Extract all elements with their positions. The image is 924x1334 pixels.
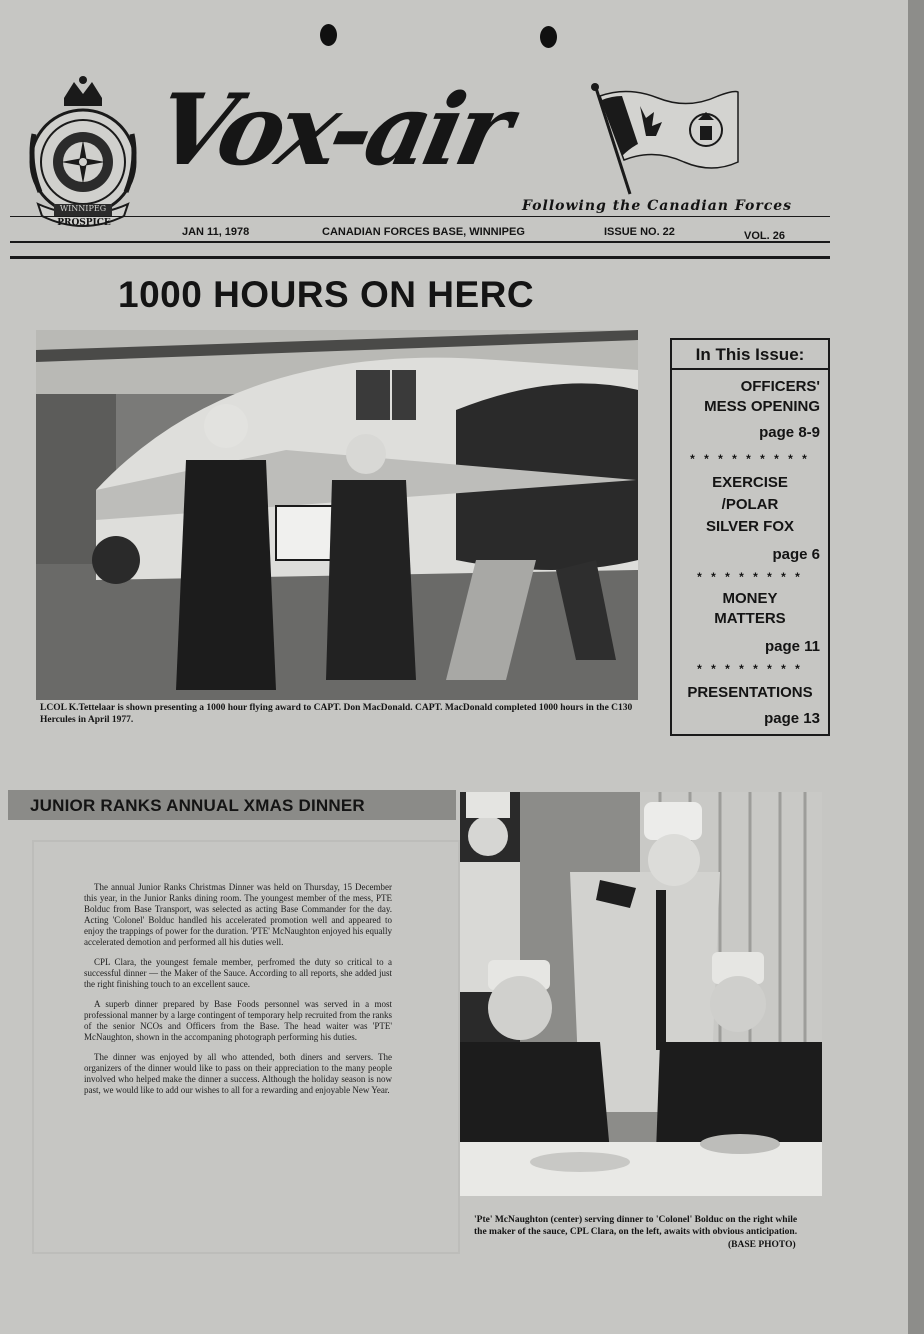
toc-page-exercise: page 6 <box>772 546 820 563</box>
article-paragraph: CPL Clara, the youngest female member, perfromed the duty so critical to a successful dinner — the Maker of the Sauce. According to all reports, she added just the right finishing touch to an excellent sauce. <box>84 957 392 989</box>
lead-photo-caption: LCOL K.Tettelaar is shown presenting a 1000 hour flying award to CAPT. Don MacDonald. CAPT. MacDonald completed 1000 hours in the C130 Hercules in April 1977. <box>40 703 633 725</box>
issue-number: ISSUE NO. 22 <box>604 226 675 238</box>
crest-motto-text: PROSPICE <box>57 218 111 228</box>
xmas-photo-caption: 'Pte' McNaughton (center) serving dinner to 'Colonel' Bolduc on the right while the maker of the sauce, CPL Clara, on the left, awaits with obvious anticipation. <box>474 1215 798 1237</box>
toc-item-presentations: PRESENTATIONS <box>687 684 813 701</box>
xmas-article <box>84 882 392 1105</box>
masthead-tagline: Following the Canadian Forces <box>522 198 793 214</box>
toc-page-presentations: page 13 <box>764 710 820 727</box>
lead-headline: 1000 HOURS ON HERC <box>118 274 535 315</box>
punch-hole-left <box>320 24 337 46</box>
punch-hole-right <box>540 26 557 48</box>
toc-item-exercise-line2: /POLAR <box>721 496 779 513</box>
issue-date: JAN 11, 1978 <box>182 226 250 238</box>
article-paragraph: The annual Junior Ranks Christmas Dinner was held on Thursday, 15 December this year, in the Junior Ranks dining room. The youngest member of the mess, PTE Bolduc from Base Transport, was selected as acting Base Commander for the day. Acting 'Colonel' Bolduc handled his accelerated promotion well and appeared to enjoy the trappings of power for the duration. 'PTE' McNaughton enjoyed his equally accelerated demotion and performed all his duties well. <box>84 882 392 947</box>
xmas-dinner-photo <box>460 792 822 1196</box>
toc-separator: * * * * * * * * <box>697 662 803 676</box>
in-this-issue-heading: In This Issue: <box>672 340 828 370</box>
xmas-section-heading: JUNIOR RANKS ANNUAL XMAS DINNER <box>8 790 456 820</box>
toc-item-exercise-line1: EXERCISE <box>712 474 788 491</box>
masthead-rule-bottom <box>10 256 830 259</box>
in-this-issue-box <box>670 338 830 736</box>
photo-credit: (BASE PHOTO) <box>728 1240 796 1250</box>
toc-item-officers-mess-line2: MESS OPENING <box>704 398 820 415</box>
toc-item-exercise-line3: SILVER FOX <box>705 518 795 535</box>
masthead-rule-mid <box>10 241 830 243</box>
toc-item-officers-mess-line1: OFFICERS' <box>740 378 820 395</box>
toc-item-money-line1: MONEY <box>722 590 778 607</box>
issue-volume: VOL. 26 <box>744 230 785 242</box>
masthead-rule-top <box>10 216 830 217</box>
article-paragraph: A superb dinner prepared by Base Foods personnel was served in a most professional manner by a large contingent of temporary help recruited from the ranks of the senior NCOs and Officers from the Base. The head waiter was 'PTE' McNaughton, shown in the accompaning photograph performing his duties. <box>84 999 392 1042</box>
hercules-award-photo <box>36 330 638 700</box>
toc-item-money-line2: MATTERS <box>714 610 786 627</box>
toc-separator: * * * * * * * * <box>697 570 803 584</box>
issue-location: CANADIAN FORCES BASE, WINNIPEG <box>322 226 525 238</box>
crest-ribbon-text: WINNIPEG <box>59 204 107 213</box>
page-edge <box>908 0 924 1334</box>
toc-page-officers-mess: page 8-9 <box>759 424 820 441</box>
masthead-title: Vox-air <box>145 73 518 188</box>
toc-separator: * * * * * * * * * <box>690 452 810 466</box>
canadian-flag-icon <box>588 82 748 198</box>
toc-page-money: page 11 <box>764 638 820 655</box>
article-paragraph: The dinner was enjoyed by all who attended, both diners and servers. The organizers of the dinner would like to pass on their appreciation to the many people involved who helped make the dinner a success. Although the holiday season is now past, we would like to add our wishes to all for a rewarding and enjoyable New Year. <box>84 1052 392 1095</box>
